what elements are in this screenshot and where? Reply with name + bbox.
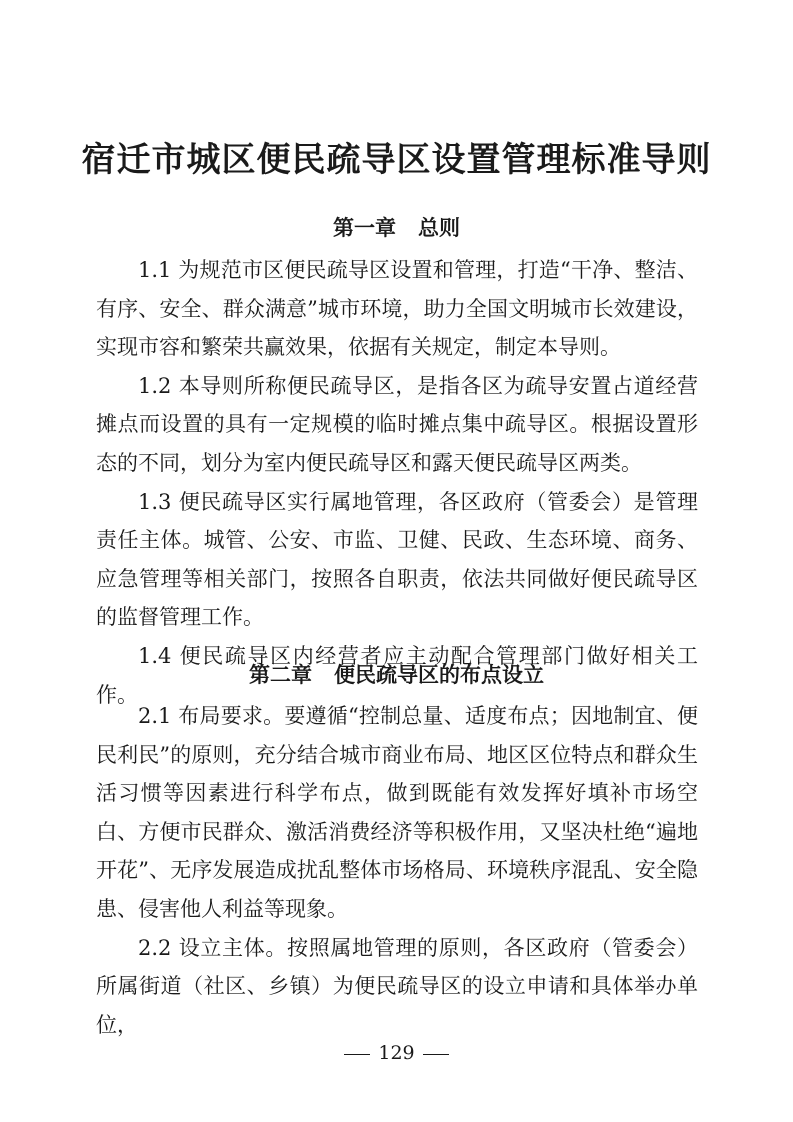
paragraph-2-1: 2.1 布局要求。要遵循“控制总量、适度布点；因地制宜、便民利民”的原则，充分结合城市商业布局、地区区位特点和群众生活习惯等因素进行科学布点，做到既能有效发挥好填补市场空白、方便市民群众、激活消费经济等积极作用，又坚决杜绝“遍地开花”、无序发展造成扰乱整体市场格局、环境秩序混乱、安全隐患、侵害他人利益等现象。 (96, 704, 698, 921)
chapter-2-number: 第二章 (249, 663, 312, 687)
chapter-1-name: 总则 (418, 216, 460, 240)
paragraph-2-2: 2.2 设立主体。按照属地管理的原则，各区政府（管委会）所属街道（社区、乡镇）为便民疏导区的设立申请和具体举办单位， (96, 935, 698, 1037)
paragraph-1-4: 1.4 便民疏导区内经营者应主动配合管理部门做好相关工作。 (96, 643, 698, 707)
footer-dash-right (423, 1054, 449, 1055)
chapter-1-body (96, 251, 698, 714)
footer-dash-left (344, 1054, 370, 1055)
chapter-2-body (96, 697, 698, 1044)
chapter-2-name: 便民疏导区的布点设立 (334, 663, 544, 687)
paragraph-1-2: 1.2 本导则所称便民疏导区，是指各区为疏导安置占道经营摊点而设置的具有一定规模的临时摊点集中疏导区。根据设置形态的不同，划分为室内便民疏导区和露天便民疏导区两类。 (96, 373, 698, 475)
chapter-1-number: 第一章 (333, 216, 396, 240)
paragraph-1-3: 1.3 便民疏导区实行属地管理，各区政府（管委会）是管理责任主体。城管、公安、市监、卫健、民政、生态环境、商务、应急管理等相关部门，按照各自职责，依法共同做好便民疏导区的监督管理工作。 (96, 489, 698, 630)
chapter-1-heading (0, 213, 793, 243)
page-footer (0, 1040, 793, 1066)
page-number: 129 (378, 1042, 415, 1064)
document-title: 宿迁市城区便民疏导区设置管理标准导则 (81, 140, 712, 180)
paragraph-1-1: 1.1 为规范市区便民疏导区设置和管理，打造“干净、整洁、有序、安全、群众满意”城市环境，助力全国文明城市长效建设，实现市容和繁荣共赢效果，依据有关规定，制定本导则。 (96, 258, 698, 360)
chapter-2-heading (0, 660, 793, 690)
